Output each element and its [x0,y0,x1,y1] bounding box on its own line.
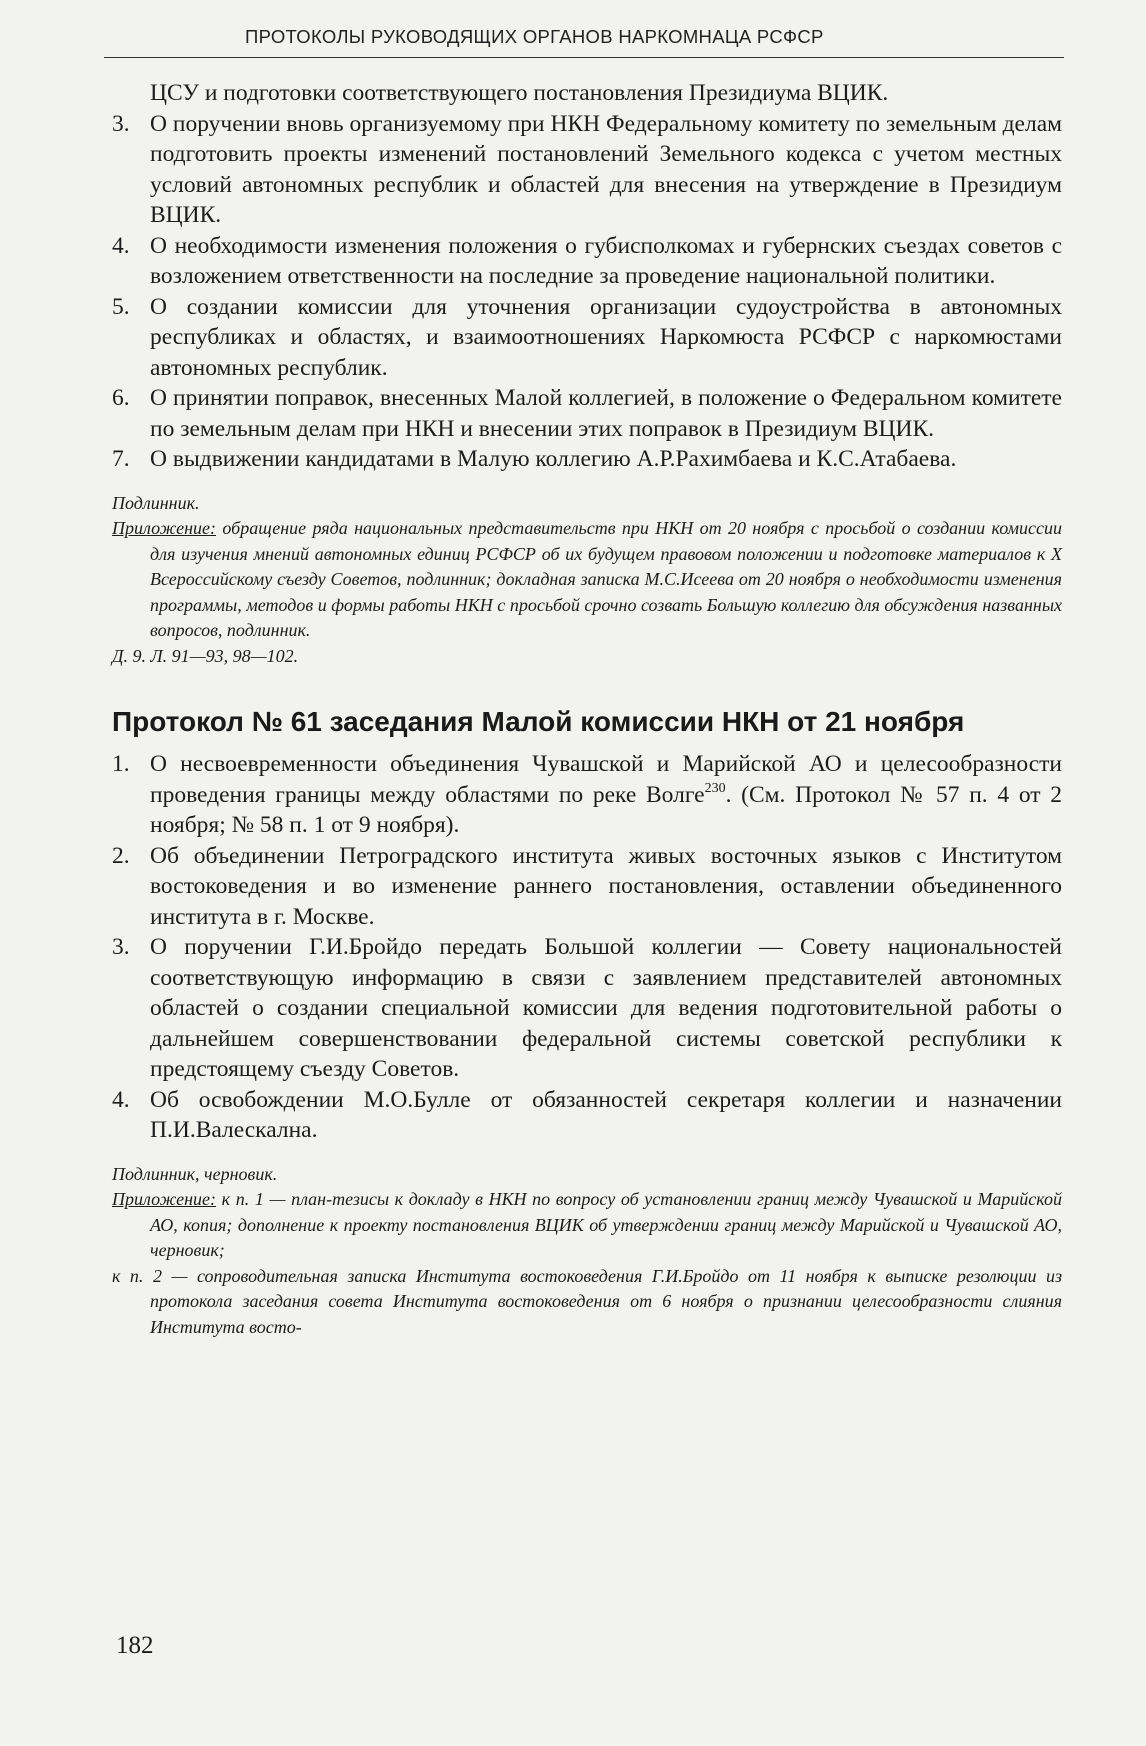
item-text: Об объединении Петроградского института живых восточных языков с Институтом востоковедения и во изменение раннего постановления, оставлении объединенного института в г. Москве. [150,842,1062,930]
item-text: О поручении вновь организуемому при НКН Федеральному комитету по земельным делам подготовить проекты изменений постановлений Земельного кодекса с учетом местных условий автономных республик и областей для внесения на утверждение в Президиум ВЦИК. [150,110,1062,228]
item-text: О необходимости изменения положения о губисполкомах и губернских съездах советов с возложением ответственности на последние за проведение национальной политики. [150,232,1062,289]
archive-reference: Д. 9. Л. 91—93, 98—102. [112,645,299,666]
body-text [112,78,1062,1340]
item-number: 3. [112,934,130,960]
page-number: 182 [116,1632,154,1659]
source-note: Подлинник, черновик. [112,1163,278,1184]
item-text-part: О несвоевременности объединения Чувашской и Марийской АО и целесообразности проведения границы между областями по реке Волге [150,751,1062,808]
list-item [112,383,1062,444]
appendix-paragraph [112,516,1062,644]
item-number: 4. [112,1086,130,1113]
item-text-part: . (См. Протокол № 57 п. 4 от 2 ноября; № 58 п. 1 от 9 ноября). [150,781,1062,838]
source-note: Подлинник. [112,492,200,513]
list-item [112,444,1062,475]
continuation-paragraph: ЦСУ и подготовки соответствующего постановления Президиума ВЦИК. [150,80,889,106]
header-rule [104,57,1064,58]
appendix-label: Приложение: [112,1189,217,1209]
protocol-heading: Протокол № 61 заседания Малой комиссии НКН от 21 ноября [112,706,965,737]
item-number: 3. [112,110,130,137]
item-number: 5. [112,293,130,320]
list-item [112,292,1062,384]
appendix-note [112,516,1062,669]
list-item [112,1085,1062,1146]
list-item [112,841,1062,933]
item-number: 7. [112,446,130,472]
item-text: О поручении Г.И.Бройдо передать Большой коллегии — Совету национальностей соответствующую информацию в связи с заявлением представителей автономных областей о создании специальной комиссии для ведения подготовительной работы о дальнейшем совершенствовании федеральной системы советской республики к предстоящему съезду Советов. [150,934,1062,1082]
list-item [112,231,1062,292]
item-number: 6. [112,385,130,411]
appendix-text: к п. 1 — план-тезисы к докладу в НКН по вопросу об установлении границ между Чувашской и Марийской АО, копия; дополнение к проекту постановления ВЦИК об утверждении границ между Марийской и Чувашской АО, черновик; [150,1189,1062,1260]
appendix-text: обращение ряда национальных представительств при НКН от 20 ноября с просьбой о создании комиссии для изучения мнений автономных единиц РСФСР об их будущем правовом положении и подготовке материалов к X Всероссийскому съезду Советов, подлинник; докладная записка М.С.Исеева от 20 ноября о необходимости изменения программы, методов и формы работы НКН с просьбой срочно созвать Большую коллегию для обсуждения названных вопросов, подлинник. [150,518,1062,640]
item-text: Об освобождении М.О.Булле от обязанностей секретаря коллегии и назначении П.И.Валескална. [150,1086,1062,1143]
list-item [112,749,1062,841]
item-text: О выдвижении кандидатами в Малую коллегию А.Р.Рахимбаева и К.С.Атабаева. [150,446,957,472]
list-item [112,932,1062,1085]
footnote-ref: 230 [704,780,726,796]
item-text: О принятии поправок, внесенных Малой коллегией, в положение о Федеральном комитете по земельным делам при НКН и внесении этих поправок в Президиум ВЦИК. [150,385,1062,442]
appendix-paragraph: к п. 2 — сопроводительная записка Института востоковедения Г.И.Бройдо от 11 ноября к выписке резолюции из протокола заседания совета Института востоковедения от 6 ноября о признании целесообразности слияния Института восто- [112,1265,1062,1337]
list-item [112,109,1062,231]
item-number: 1. [112,751,130,777]
item-text: О создании комиссии для уточнения организации судоустройства в автономных республиках и областях, и взаимоотношениях Наркомюста РСФСР с наркомюстами автономных республик. [150,293,1062,381]
item-number: 2. [112,842,130,869]
appendix-paragraph [112,1187,1062,1264]
item-number: 4. [112,232,130,259]
running-head: ПРОТОКОЛЫ РУКОВОДЯЩИХ ОРГАНОВ НАРКОМНАЦА РСФСР [245,26,824,47]
appendix-label: Приложение: [112,518,217,538]
item-text [150,749,1062,841]
appendix-note [112,1187,1062,1340]
